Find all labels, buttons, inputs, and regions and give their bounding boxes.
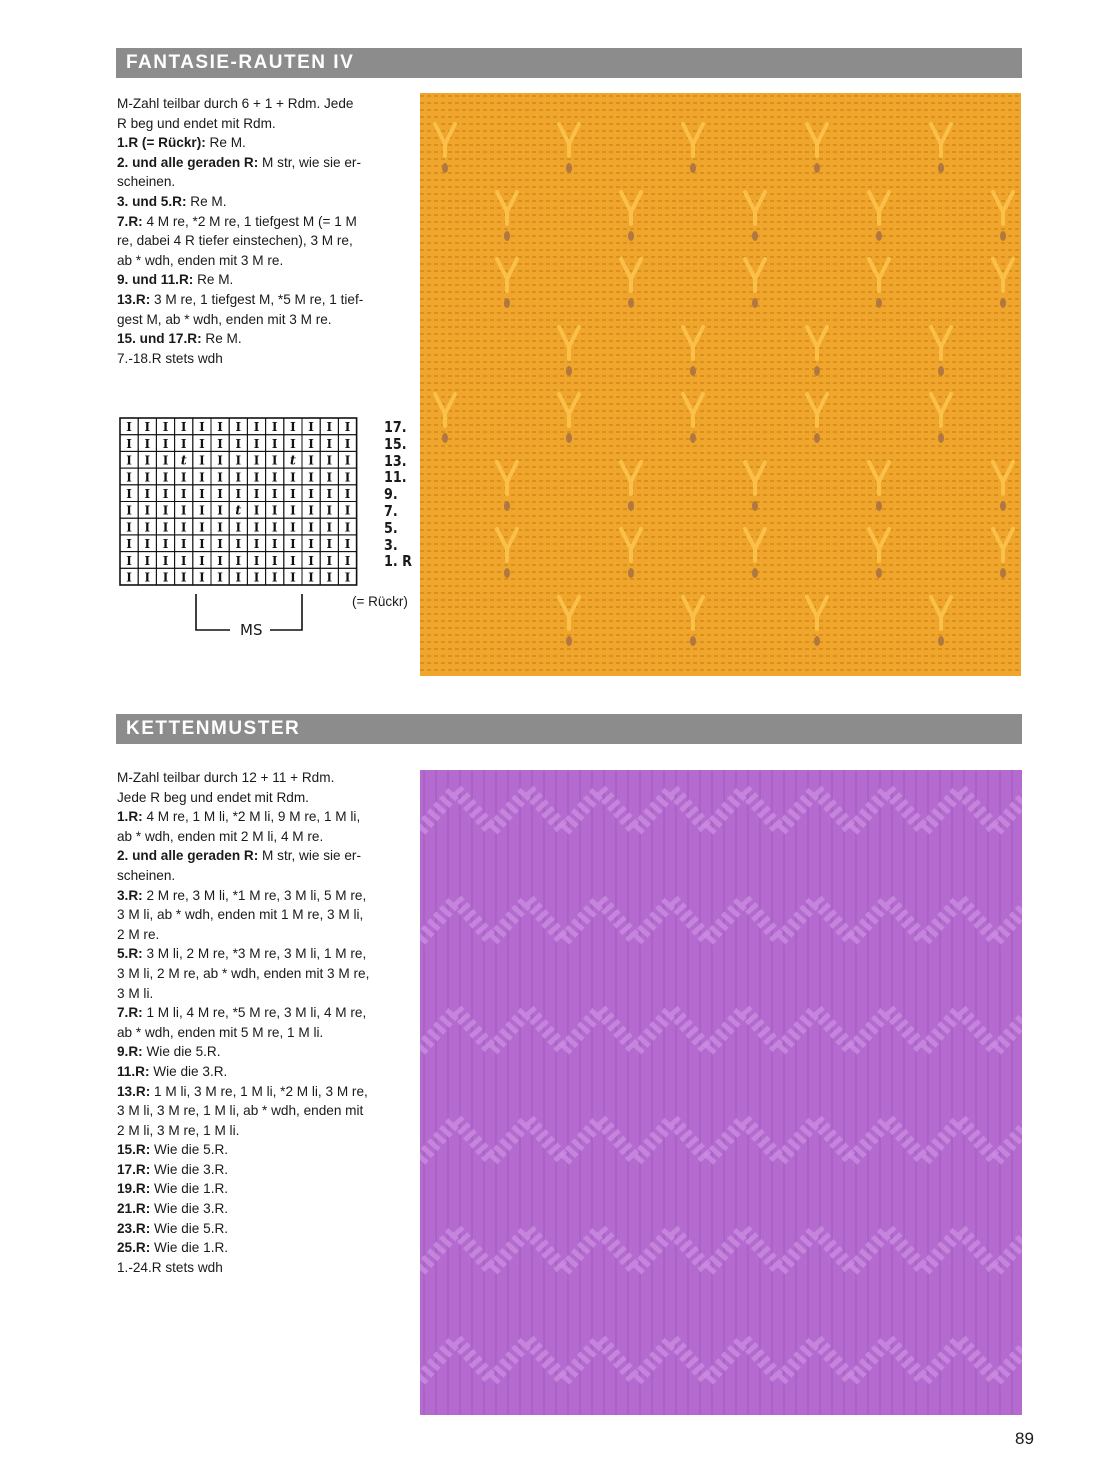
eyelet [876,231,882,241]
instruction-text: Wie die 3.R. [149,1063,228,1079]
chart-grid [119,417,361,587]
knit-stitch-symbol: I [290,537,296,552]
knit-stitch-symbol: I [199,503,205,518]
eyelet [442,163,448,173]
instruction-text: Wie die 1.R. [150,1240,229,1256]
knit-stitch-symbol: I [344,453,351,468]
knit-sample-photo-purple [420,770,1022,1415]
knit-stitch-symbol: I [235,436,242,451]
knit-stitch-symbol: I [308,453,314,468]
knit-stitch-symbol: I [326,570,333,585]
eyelet [876,298,882,308]
row-label: 7.R: [117,213,143,229]
row-label: 3.R: [117,887,143,903]
instruction-line [117,1062,369,1082]
knit-stitch-symbol: I [144,570,151,585]
row-label: 23.R: [117,1220,151,1236]
knit-stitch-symbol: I [253,553,260,568]
eyelet [566,163,572,173]
knit-stitch-symbol: I [126,470,132,485]
instruction-line [117,1023,369,1043]
knit-stitch-symbol: I [126,570,132,585]
row-label: 7.R: [117,1005,143,1021]
row-label: 9.R: [117,1044,143,1060]
knit-stitch-symbol: I [126,503,132,518]
eyelet [1000,501,1006,511]
knit-stitch-symbol: I [199,553,205,568]
knit-stitch-symbol: I [126,420,132,435]
knit-stitch-symbol: I [199,453,205,468]
row-label: 3. und 5.R: [117,193,187,209]
knit-stitch-symbol: I [199,470,205,485]
instruction-text: ab * wdh, enden mit 3 M re. [117,252,284,268]
knit-stitch-symbol: I [126,553,132,568]
knit-stitch-symbol: I [344,420,351,435]
knit-stitch-symbol: I [344,470,351,485]
instruction-line [117,807,369,827]
eyelet [628,231,634,241]
knit-stitch-symbol: I [308,487,314,501]
eyelet [938,366,944,376]
knit-stitch-symbol: I [180,537,187,552]
eyelet [504,568,510,578]
chart-note: (= Rückr) [352,594,408,609]
knit-stitch-symbol: I [344,487,351,501]
eyelet [566,636,572,646]
knit-stitch-symbol: I [271,470,278,485]
instruction-text: M-Zahl teilbar durch 12 + 11 + Rdm. [117,770,335,785]
knit-stitch-symbol: I [271,503,278,518]
instructions-kettenmuster [117,768,369,1277]
instruction-line [117,1199,369,1219]
tucked-stitch-symbol: t [180,453,187,469]
instruction-text: Wie die 3.R. [150,1201,229,1217]
knit-stitch-symbol: I [180,520,187,535]
row-label: 5.R: [117,946,143,962]
instruction-line [117,944,369,964]
instruction-text: gest M, ab * wdh, enden mit 3 M re. [117,311,332,327]
row-label: 21.R: [117,1201,151,1217]
knit-stitch-symbol: I [162,553,169,568]
eyelet [1000,298,1006,308]
instruction-text: Wie die 1.R. [150,1181,229,1197]
knit-stitch-symbol: I [199,537,205,552]
knit-stitch-symbol: I [271,553,278,568]
chart-row-label: 11. [384,468,407,487]
knit-stitch-symbol: I [162,570,169,585]
chart-row-label: 5. [384,518,398,537]
instruction-line [117,846,369,866]
row-label: 25.R: [117,1240,151,1256]
knit-stitch-symbol: I [344,537,351,552]
chart-row-label: 13. [384,451,407,470]
knit-stitch-symbol: I [235,570,242,585]
knit-stitch-symbol: I [308,537,314,552]
knit-stitch-symbol: I [326,420,333,435]
row-label: 11.R: [117,1063,150,1079]
knit-stitch-symbol: I [235,553,242,568]
row-label: 9. und 11.R: [117,272,194,288]
knit-stitch-symbol: I [180,436,187,451]
knit-stitch-symbol: I [162,503,169,518]
instruction-line [117,172,363,192]
knit-stitch-symbol: I [162,470,169,485]
eyelet [628,298,634,308]
eyelet [690,163,696,173]
eyelet [814,163,820,173]
knit-stitch-symbol: I [180,470,187,485]
knit-stitch-symbol: I [271,520,278,535]
knit-stitch-symbol: I [217,436,223,451]
instruction-text: 1 M li, 4 M re, *5 M re, 3 M li, 4 M re, [142,1005,367,1021]
instruction-line [117,231,363,251]
knit-stitch-symbol: I [253,487,260,501]
eyelet [752,568,758,578]
section-header-kettenmuster [116,714,1022,744]
instruction-line [117,1238,369,1258]
knit-stitch-symbol: I [290,420,296,435]
knit-stitch-symbol: I [344,553,351,568]
instruction-text: Jede R beg und endet mit Rdm. [117,789,309,805]
knit-stitch-symbol: I [180,553,187,568]
knit-stitch-symbol: I [126,537,132,552]
instruction-text: 4 M re, *2 M re, 1 tiefgest M (= 1 M [142,213,357,229]
knit-stitch-symbol: I [290,487,296,501]
knit-stitch-symbol: I [217,487,223,501]
chart-row-label: 3. [384,535,398,554]
instruction-line [117,984,369,1004]
instruction-text: 3 M re, 1 tiefgest M, *5 M re, 1 tief- [150,291,364,307]
knit-stitch-symbol: I [290,436,296,451]
knit-stitch-symbol: I [344,570,351,585]
knit-stitch-symbol: I [199,487,205,501]
knit-stitch-symbol: I [217,570,223,585]
instruction-line [117,212,363,232]
chart-row-label: 7. [384,502,398,520]
knit-stitch-symbol: I [253,436,260,451]
knit-stitch-symbol: I [271,570,278,585]
knit-stitch-symbol: I [308,470,314,485]
knit-stitch-symbol: I [308,503,314,518]
knit-stitch-symbol: I [253,470,260,485]
knit-stitch-symbol: I [308,420,314,435]
instruction-line [117,290,363,310]
knit-stitch-symbol: I [326,503,333,518]
knit-stitch-symbol: I [253,570,260,585]
instruction-line [117,1003,369,1023]
knit-stitch-symbol: I [253,520,260,535]
instruction-line [117,270,363,290]
knit-stitch-symbol: I [126,436,132,451]
knit-stitch-symbol: I [271,420,278,435]
instruction-line [117,886,369,906]
knit-stitch-symbol: I [308,570,314,585]
instruction-line [117,1042,369,1062]
knit-stitch-symbol: I [271,487,278,501]
knit-stitch-symbol: I [235,470,242,485]
instruction-line [117,153,363,173]
instruction-text: Wie die 3.R. [150,1161,229,1177]
eyelet [504,501,510,511]
instruction-text: 3 M li, ab * wdh, enden mit 1 M re, 3 M li, [117,907,364,923]
knit-stitch-symbol: I [180,570,187,585]
knit-stitch-symbol: I [162,420,169,435]
knit-stitch-symbol: I [144,520,151,535]
knit-stitch-symbol: I [308,553,314,568]
chart-row-label: 17. [384,418,407,436]
instruction-line [117,1140,369,1160]
section-header-fantasie-rauten [116,48,1022,78]
instruction-text: M-Zahl teilbar durch 6 + 1 + Rdm. Jede [117,96,354,111]
knit-stitch-symbol: I [235,537,242,552]
knit-stitch-symbol: I [217,470,223,485]
knit-stitch-symbol: I [290,503,296,518]
knit-stitch-symbol: I [126,453,132,468]
instruction-text: 3 M li, 2 M re, ab * wdh, enden mit 3 M re, [117,965,370,981]
chart-row-label: 1. R [384,552,412,571]
instruction-text: Wie die 5.R. [150,1142,229,1158]
eyelet [938,636,944,646]
eyelet [566,366,572,376]
instruction-text: scheinen. [117,867,176,883]
knit-stitch-symbol: I [162,520,169,535]
instruction-text: Wie die 5.R. [142,1044,221,1060]
knit-stitch-symbol: I [144,537,151,552]
section-title: FANTASIE-RAUTEN IV [126,52,355,73]
instruction-line [117,329,363,349]
eyelet [752,501,758,511]
instruction-line [117,1121,369,1141]
knit-stitch-symbol: I [290,553,296,568]
instruction-text: Re M. [205,135,246,151]
instruction-line [117,1258,369,1278]
instruction-text: Re M. [186,193,227,209]
knit-stitch-symbol: I [144,553,151,568]
knit-stitch-symbol: I [326,436,333,451]
eyelet [752,298,758,308]
knit-stitch-symbol: I [326,520,333,535]
knit-stitch-symbol: I [253,503,260,518]
knit-stitch-symbol: I [217,520,223,535]
knit-stitch-symbol: I [199,520,205,535]
tucked-stitch-symbol: t [235,503,242,519]
instruction-text: Wie die 5.R. [150,1220,229,1236]
instruction-text: 3 M li, 2 M re, *3 M re, 3 M li, 1 M re, [142,946,367,962]
knit-stitch-symbol: I [144,453,151,468]
instruction-text: 2 M re. [117,926,160,942]
instruction-line [117,1082,369,1102]
knit-stitch-symbol: I [180,487,187,501]
knit-stitch-symbol: I [162,436,169,451]
knit-stitch-symbol: I [217,553,223,568]
row-label: 13.R: [117,1083,151,1099]
instruction-text: ab * wdh, enden mit 5 M re, 1 M li. [117,1024,324,1040]
instruction-text: scheinen. [117,174,176,190]
instruction-text: 7.-18.R stets wdh [117,350,223,366]
page-number: 89 [1015,1429,1034,1448]
eyelet [504,298,510,308]
row-label: 1.R: [117,809,143,825]
row-label: 13.R: [117,291,151,307]
knit-stitch-symbol: I [162,487,169,501]
knit-stitch-symbol: I [326,453,333,468]
row-label: 15.R: [117,1142,151,1158]
eyelet [628,568,634,578]
instruction-line [117,1179,369,1199]
eyelet [690,433,696,443]
knit-stitch-symbol: I [253,453,260,468]
instruction-text: 3 M li. [117,985,154,1001]
knit-stitch-symbol: I [180,420,187,435]
instructions-fantasie-rauten [117,94,363,368]
instruction-line [117,1160,369,1180]
eyelet [442,433,448,443]
eyelet [876,501,882,511]
knit-stitch-symbol: I [344,503,351,518]
row-label: 17.R: [117,1161,151,1177]
eyelet [628,501,634,511]
knit-stitch-symbol: I [235,420,242,435]
instruction-line [117,251,363,271]
eyelet [938,163,944,173]
row-label: 2. und alle geraden R: [117,848,259,864]
instruction-text: M str, wie sie er- [258,848,361,864]
instruction-text: 2 M li, 3 M re, 1 M li. [117,1122,240,1138]
instruction-text: 1 M li, 3 M re, 1 M li, *2 M li, 3 M re, [150,1083,368,1099]
eyelet [1000,231,1006,241]
knit-stitch-symbol: I [235,487,242,501]
instruction-text: R beg und endet mit Rdm. [117,115,276,131]
instruction-text: 3 M li, 3 M re, 1 M li, ab * wdh, enden mit [117,1103,364,1119]
knit-stitch-symbol: I [144,470,151,485]
knit-stitch-symbol: I [271,453,278,468]
section-title: KETTENMUSTER [126,718,301,739]
instruction-text: 2 M re, 3 M li, *1 M re, 3 M li, 5 M re, [142,887,367,903]
eyelet [690,636,696,646]
instruction-text: ab * wdh, enden mit 2 M li, 4 M re. [117,828,324,844]
eyelet [566,433,572,443]
knit-stitch-symbol: I [217,537,223,552]
row-label: 2. und alle geraden R: [117,154,259,170]
instruction-text: Re M. [193,272,234,288]
knit-stitch-symbol: I [199,570,205,585]
knit-stitch-symbol: I [253,537,260,552]
knit-stitch-symbol: I [271,537,278,552]
instruction-line [117,925,369,945]
instruction-text: re, dabei 4 R tiefer einstechen), 3 M re, [117,233,353,249]
knit-stitch-symbol: I [144,503,151,518]
repeat-label: MS [240,621,263,639]
eyelet [814,433,820,443]
knit-stitch-symbol: I [144,420,151,435]
knit-stitch-symbol: I [326,487,333,501]
knit-stitch-symbol: I [344,520,351,535]
instruction-text: 1.-24.R stets wdh [117,1259,223,1275]
instruction-line [117,94,363,114]
eyelet [814,366,820,376]
instruction-line [117,133,363,153]
knit-stitch-symbol: I [180,503,187,518]
instruction-line [117,1101,369,1121]
knit-stitch-symbol: I [344,436,351,451]
knit-stitch-symbol: I [290,570,296,585]
instruction-line [117,1219,369,1239]
row-label: 19.R: [117,1181,151,1197]
knit-stitch-symbol: I [144,436,151,451]
instruction-text: M str, wie sie er- [258,154,361,170]
knit-stitch-symbol: I [199,420,205,435]
eyelet [814,636,820,646]
row-label: 1.R (= Rückr): [117,135,206,151]
knit-stitch-symbol: I [326,553,333,568]
knit-stitch-symbol: I [217,420,223,435]
instruction-text: 4 M re, 1 M li, *2 M li, 9 M re, 1 M li, [142,809,361,825]
instruction-line [117,866,369,886]
chart-row-label: 15. [384,434,407,453]
knit-stitch-symbol: I [290,520,296,535]
knit-stitch-symbol: I [308,436,314,451]
knit-stitch-symbol: I [217,503,223,518]
knit-stitch-symbol: I [217,453,223,468]
eyelet [690,366,696,376]
knit-stitch-symbol: I [235,520,242,535]
knitting-chart [119,417,361,592]
chart-row-label: 9. [384,485,398,504]
knit-stitch-symbol: I [271,436,278,451]
instruction-line [117,349,363,369]
knit-stitch-symbol: I [308,520,314,535]
knit-stitch-symbol: I [162,453,169,468]
row-label: 15. und 17.R: [117,331,202,347]
instruction-text: Re M. [201,331,242,347]
knit-stitch-symbol: I [144,487,151,501]
eyelet [504,231,510,241]
eyelet [938,433,944,443]
knit-stitch-symbol: I [199,436,205,451]
instruction-line [117,964,369,984]
instruction-line [117,827,369,847]
instruction-line [117,310,363,330]
eyelet [876,568,882,578]
instruction-line [117,192,363,212]
instruction-line [117,768,369,788]
eyelet [1000,568,1006,578]
knit-stitch-symbol: I [235,453,242,468]
knit-stitch-symbol: I [326,537,333,552]
instruction-line [117,905,369,925]
knit-stitch-symbol: I [126,487,132,501]
knit-stitch-symbol: I [253,420,260,435]
instruction-line [117,114,363,134]
tucked-stitch-symbol: t [289,453,296,469]
knit-stitch-symbol: I [326,470,333,485]
knit-sample-photo-orange [420,93,1021,676]
knit-stitch-symbol: I [290,470,296,485]
knit-stitch-symbol: I [126,520,132,535]
instruction-line [117,788,369,808]
eyelet [752,231,758,241]
knit-stitch-symbol: I [162,537,169,552]
